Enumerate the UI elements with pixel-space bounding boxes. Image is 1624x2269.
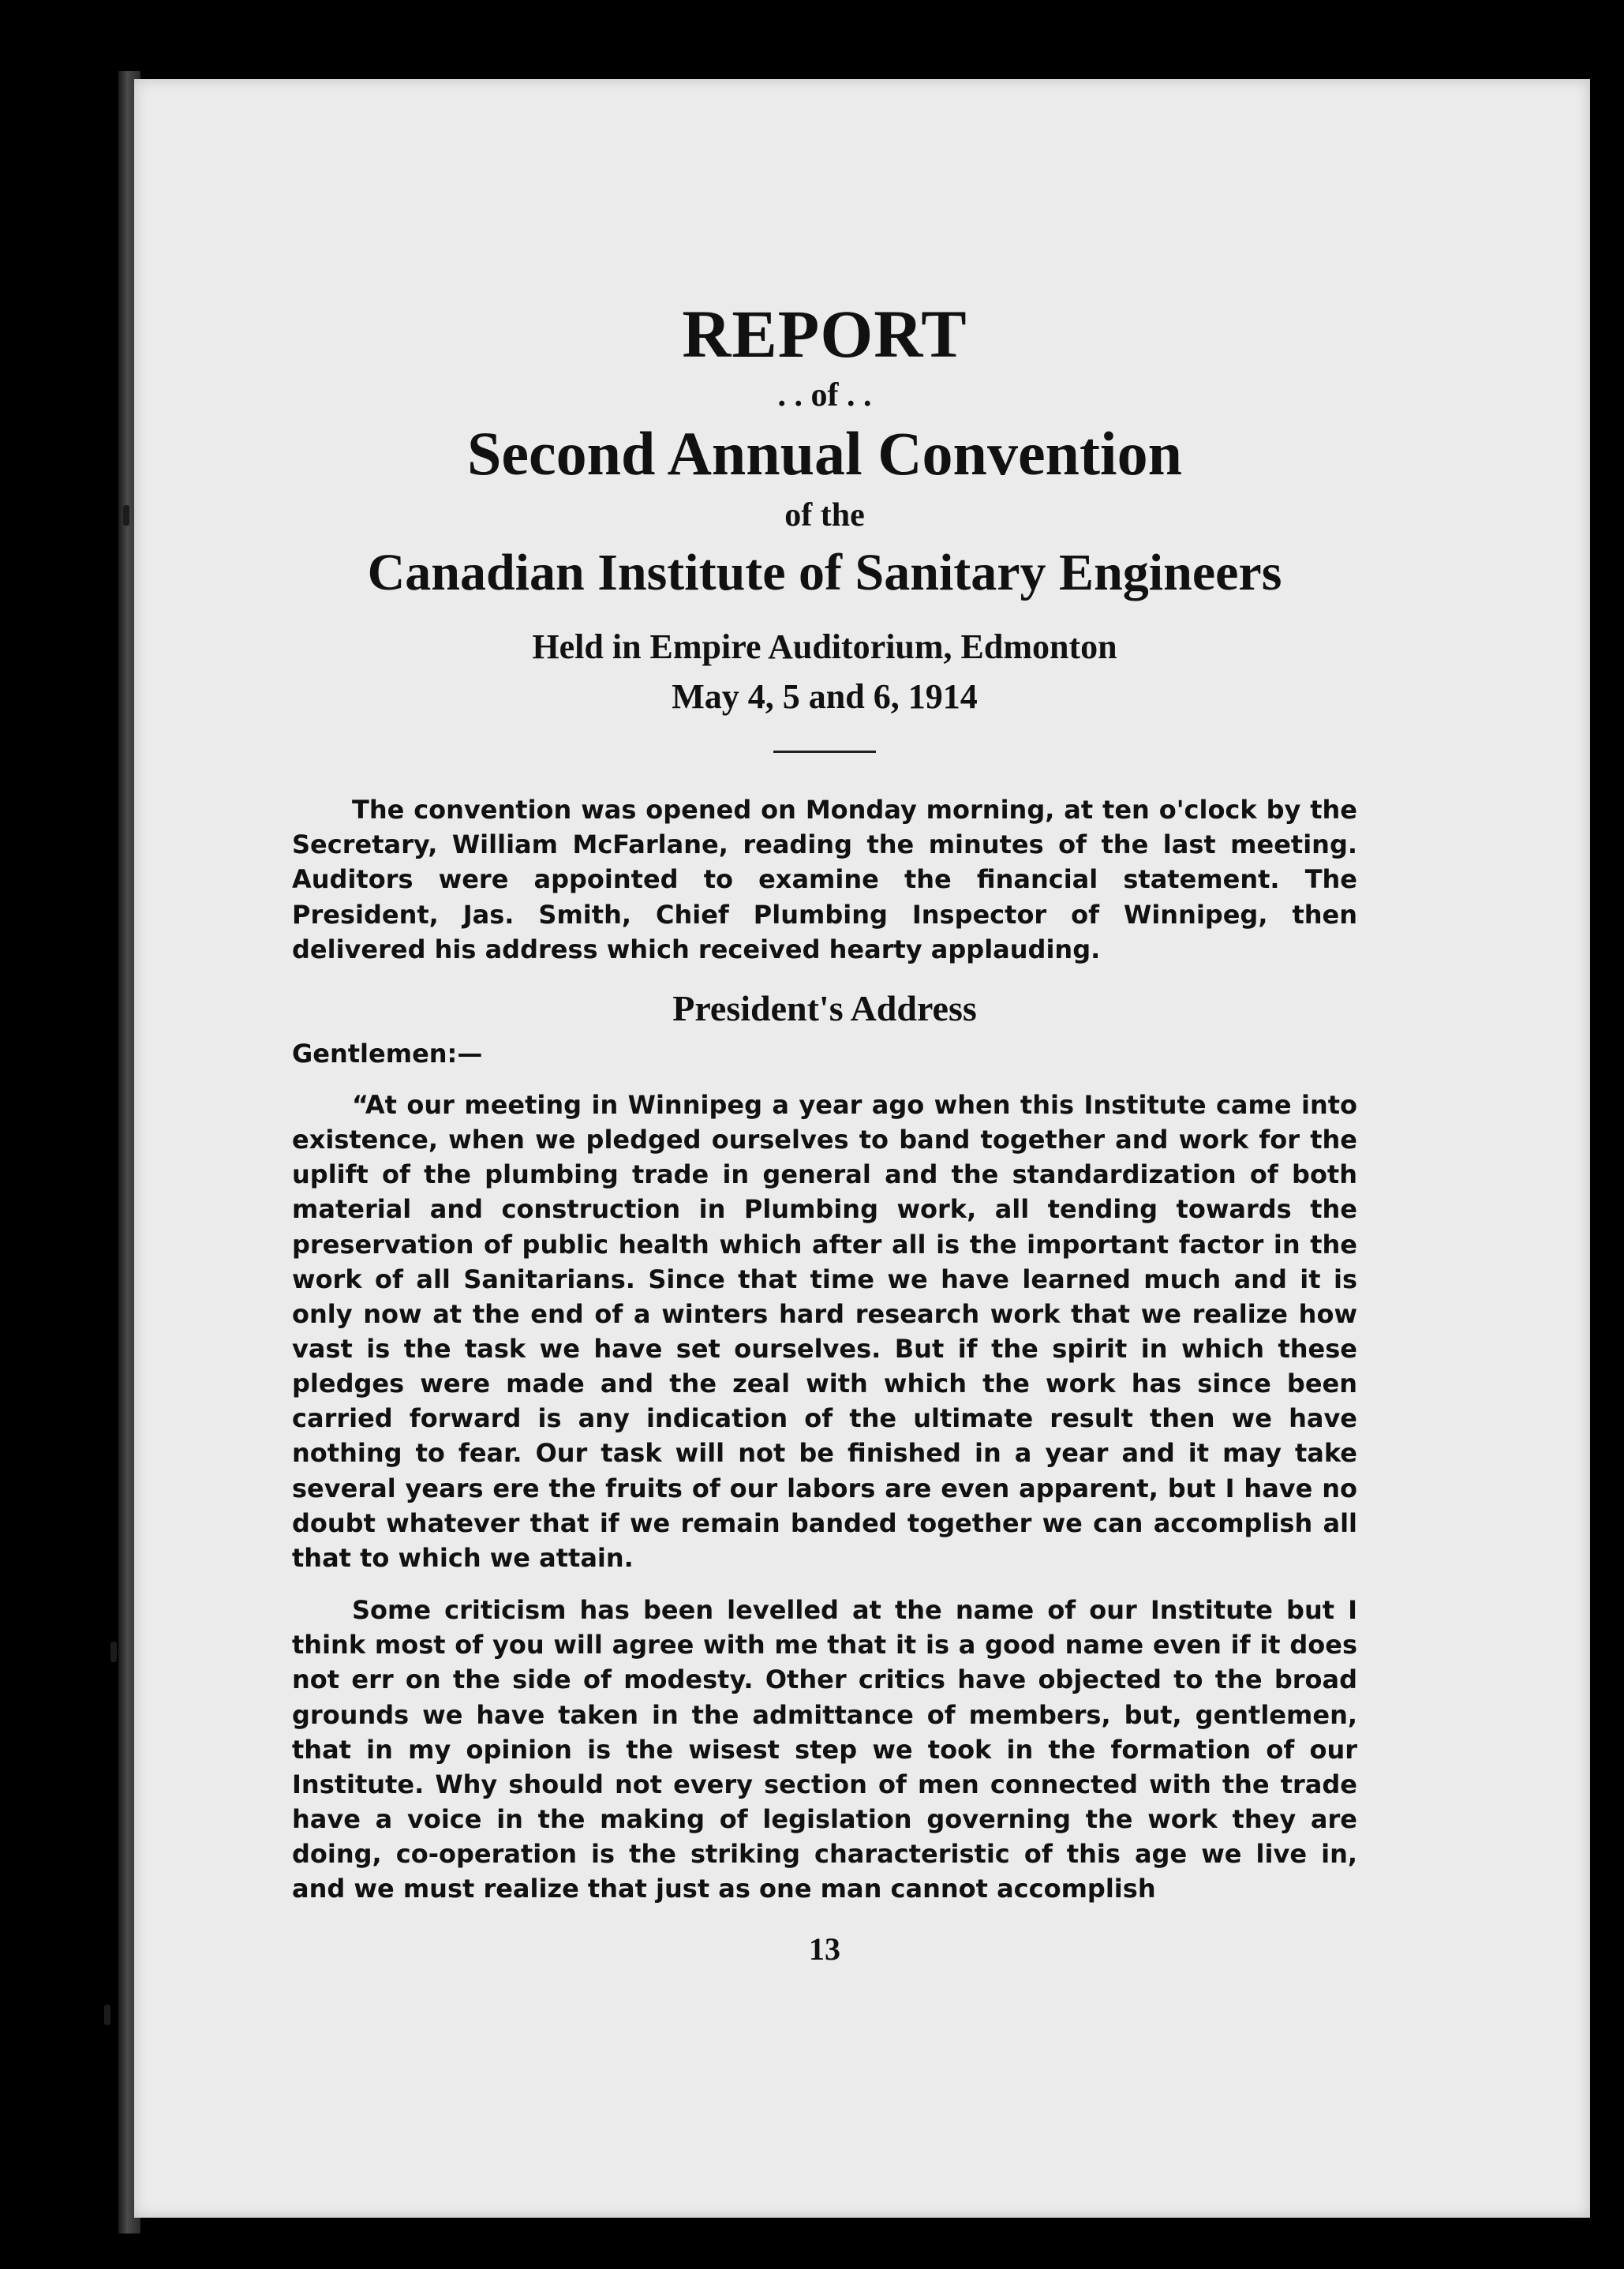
institute-name: Canadian Institute of Sanitary Engineers	[367, 544, 1282, 602]
salutation: Gentlemen:—	[292, 1038, 483, 1069]
intro-paragraph: The convention was opened on Monday morning, at ten o'clock by the Secretary, William McFarlane, reading the minutes of the last meeting. Auditors were appointed to examine the financial statement. The President, Jas. Smith, Chief Plumbing Inspector of Winnipeg, then delivered his address which received hearty applauding.	[292, 795, 1357, 964]
binding-mark	[104, 2005, 110, 2025]
of-the-line: of the	[784, 496, 865, 534]
address-paragraph: Some criticism has been levelled at the name of our Institute but I think most of you will agree with me that it is a good name even if it does not err on the side of modesty. Other critics have objected to the broad grounds we have taken in the admittance of members, but, gentlemen, that in my opinion is the wisest step we took in the formation of our Institute. Why should not every section of men connected with the trade have a voice in the making of legislation governing the work they are doing, co-operation is the striking characteristic of this age we live in, and we must realize that just as one man cannot accomplish	[292, 1595, 1357, 1904]
divider	[773, 751, 876, 753]
binding-mark	[110, 1642, 117, 1662]
venue-line: Held in Empire Auditorium, Edmonton	[532, 627, 1117, 666]
report-title: REPORT	[682, 296, 967, 372]
page-number: 13	[809, 1930, 840, 1967]
address-paragraph: “At our meeting in Winnipeg a year ago when this Institute came into existence, when we pledged ourselves to band together and work for the uplift of the plumbing trade in general and the standardization of both material and construction in Plumbing work, all tending towards the preservation of public health which after all is the important factor in the work of all Sanitarians. Since that time we have learned much and it is only now at the end of a winters hard research work that we realize how vast is the task we have set ourselves. But if the spirit in which these pledges were made and the zeal with which the work has since been carried forward is any indication of the ultimate result then we have nothing to fear. Our task will not be finished in a year and it may take several years ere the fruits of our labors are even apparent, but I have no doubt whatever that if we remain banded together we can accomplish all that to which we attain.	[292, 1089, 1357, 1573]
of-line: . . of . .	[777, 377, 872, 414]
convention-title: Second Annual Convention	[467, 419, 1182, 489]
section-heading: President's Address	[672, 987, 977, 1028]
binding-mark	[123, 505, 129, 526]
dates-line: May 4, 5 and 6, 1914	[672, 676, 978, 716]
page-content	[292, 296, 1357, 1968]
